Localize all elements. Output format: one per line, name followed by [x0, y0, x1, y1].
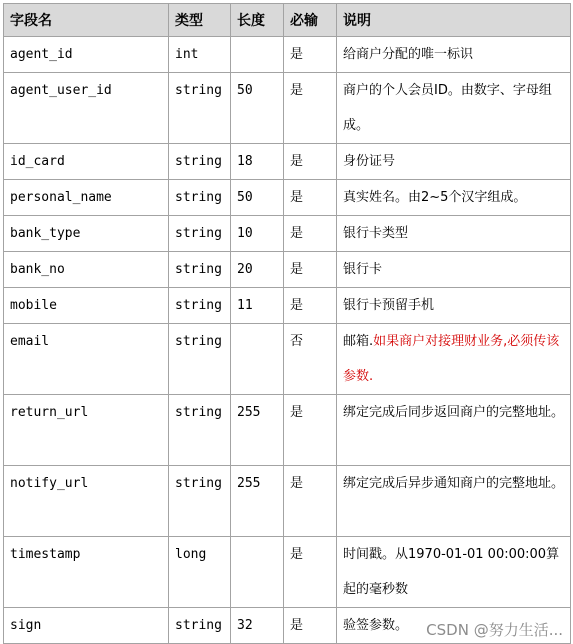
cell-field: personal_name	[4, 180, 169, 216]
table-row	[4, 608, 571, 644]
cell-description: 时间戳。从1970-01-01 00:00:00算起的毫秒数	[337, 537, 571, 608]
header-field-name: 字段名	[4, 4, 169, 37]
cell-description: 绑定完成后异步通知商户的完整地址。	[337, 466, 571, 537]
cell-length	[231, 324, 284, 395]
cell-description: 验签参数。	[337, 608, 571, 644]
cell-required: 是	[284, 180, 337, 216]
cell-length: 11	[231, 288, 284, 324]
cell-description: 银行卡	[337, 252, 571, 288]
cell-length: 50	[231, 73, 284, 144]
cell-required: 是	[284, 537, 337, 608]
cell-type: string	[169, 180, 231, 216]
header-length: 长度	[231, 4, 284, 37]
cell-field: sign	[4, 608, 169, 644]
cell-length	[231, 537, 284, 608]
cell-length: 32	[231, 608, 284, 644]
cell-required: 是	[284, 144, 337, 180]
cell-description: 身份证号	[337, 144, 571, 180]
cell-type: string	[169, 252, 231, 288]
cell-description: 银行卡类型	[337, 216, 571, 252]
table-row	[4, 37, 571, 73]
cell-required: 是	[284, 395, 337, 466]
cell-length: 255	[231, 466, 284, 537]
cell-type: string	[169, 608, 231, 644]
cell-description	[337, 324, 571, 395]
table-row	[4, 395, 571, 466]
cell-type: string	[169, 324, 231, 395]
cell-description: 给商户分配的唯一标识	[337, 37, 571, 73]
cell-required: 是	[284, 466, 337, 537]
cell-length: 50	[231, 180, 284, 216]
cell-required: 是	[284, 252, 337, 288]
table-row	[4, 252, 571, 288]
cell-length: 255	[231, 395, 284, 466]
table-row	[4, 216, 571, 252]
cell-field: mobile	[4, 288, 169, 324]
cell-type: string	[169, 73, 231, 144]
cell-required: 是	[284, 608, 337, 644]
cell-field: notify_url	[4, 466, 169, 537]
cell-field: id_card	[4, 144, 169, 180]
table-header-row	[4, 4, 571, 37]
cell-field: agent_user_id	[4, 73, 169, 144]
cell-length: 10	[231, 216, 284, 252]
cell-length: 20	[231, 252, 284, 288]
cell-description: 商户的个人会员ID。由数字、字母组成。	[337, 73, 571, 144]
cell-description: 银行卡预留手机	[337, 288, 571, 324]
table-row	[4, 288, 571, 324]
cell-type: long	[169, 537, 231, 608]
cell-required: 否	[284, 324, 337, 395]
cell-type: string	[169, 216, 231, 252]
cell-type: string	[169, 288, 231, 324]
cell-description-text: 邮箱.	[343, 334, 374, 349]
cell-field: agent_id	[4, 37, 169, 73]
table-row	[4, 73, 571, 144]
cell-type: string	[169, 395, 231, 466]
table-row	[4, 180, 571, 216]
cell-length	[231, 37, 284, 73]
cell-description: 绑定完成后同步返回商户的完整地址。	[337, 395, 571, 466]
cell-type: int	[169, 37, 231, 73]
cell-description-highlight: 如果商户对接理财业务,必须传该参数.	[343, 334, 560, 384]
watermark: CSDN @努力生活...	[426, 621, 563, 639]
cell-field: email	[4, 324, 169, 395]
table-row	[4, 537, 571, 608]
cell-field: return_url	[4, 395, 169, 466]
cell-description: 真实姓名。由2~5个汉字组成。	[337, 180, 571, 216]
cell-required: 是	[284, 216, 337, 252]
field-table	[3, 3, 571, 644]
cell-type: string	[169, 466, 231, 537]
header-description: 说明	[337, 4, 571, 37]
cell-length: 18	[231, 144, 284, 180]
cell-required: 是	[284, 37, 337, 73]
cell-field: bank_type	[4, 216, 169, 252]
table-row	[4, 466, 571, 537]
table-row	[4, 144, 571, 180]
header-type: 类型	[169, 4, 231, 37]
header-required: 必输	[284, 4, 337, 37]
cell-required: 是	[284, 288, 337, 324]
cell-required: 是	[284, 73, 337, 144]
table-row	[4, 324, 571, 395]
cell-field: timestamp	[4, 537, 169, 608]
cell-type: string	[169, 144, 231, 180]
cell-field: bank_no	[4, 252, 169, 288]
